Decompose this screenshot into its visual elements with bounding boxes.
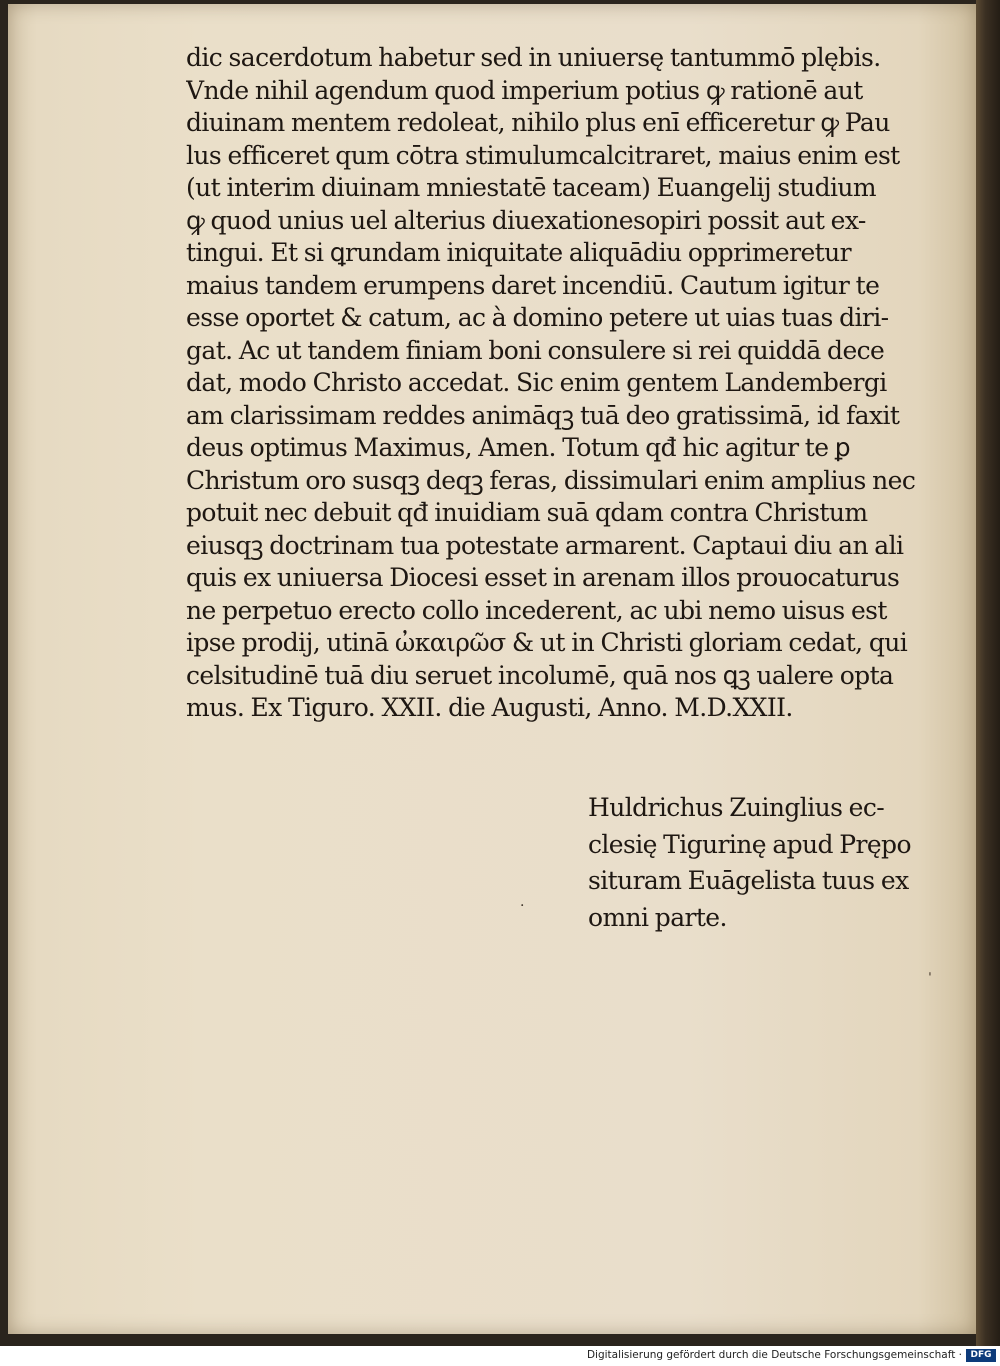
footer-bar	[0, 1346, 1000, 1366]
text-line: diuinam mentem redoleat, nihilo plus enī efficeretur ꝙ Pau	[186, 108, 890, 137]
text-line: ne perpetuo erecto collo incederent, ac ubi nemo uisus est	[186, 595, 887, 625]
text-line: potuit nec debuit qđ inuidiam suā qdam contra Christum	[186, 498, 868, 527]
text-line: am clarissimam reddes animāqꝫ tuā deo gratissimā, id faxit	[186, 400, 900, 430]
signature-line: clesię Tigurinę apud Prępo	[588, 829, 911, 859]
text-line: tingui. Et si ꝗrundam iniquitate aliquādiu opprimeretur	[186, 238, 851, 267]
page-edge-shadow	[976, 0, 1000, 1346]
text-line: mus. Ex Tiguro. XXII. die Augusti, Anno. M.D.XXII.	[186, 693, 793, 722]
ink-speck: ·	[520, 898, 525, 914]
text-line: dat, modo Christo accedat. Sic enim gentem Landembergi	[186, 368, 887, 397]
text-line: celsitudinē tuā diu seruet incolumē, quā nos ꝗꝫ ualere opta	[186, 660, 894, 690]
text-line: Vnde nihil agendum quod imperium potius ꝙ rationē aut	[186, 75, 863, 105]
text-line: deus optimus Maximus, Amen. Totum qđ hic agitur te ꝑ	[186, 433, 851, 462]
text-line: eiusqꝫ doctrinam tua potestate armarent. Captaui diu an ali	[186, 530, 904, 560]
funding-credit: Digitalisierung gefördert durch die Deutsche Forschungsgemeinschaft ·	[586, 1349, 962, 1361]
text-line: Christum oro susqꝫ deqꝫ feras, dissimulari enim amplius nec	[186, 465, 916, 495]
letter-body	[186, 42, 936, 725]
dfg-logo: DFG	[966, 1349, 996, 1362]
signature-line: Huldrichus Zuinglius ec-	[588, 793, 885, 822]
text-line: dic sacerdotum habetur sed in uniuersę tantummō plębis.	[186, 43, 881, 72]
text-line: (ut interim diuinam mniestatē taceam) Euangelij studium	[186, 173, 876, 202]
ink-speck: ˌ	[928, 962, 932, 978]
signature-line: omni parte.	[588, 902, 727, 932]
text-line: esse oportet & catum, ac à domino petere ut uias tuas diri-	[186, 303, 889, 332]
signature-line: situram Euāgelista tuus ex	[588, 866, 909, 895]
text-line: gat. Ac ut tandem finiam boni consulere si rei quiddā dece	[186, 335, 885, 365]
text-line: quis ex uniuersa Diocesi esset in arenam illos prouocaturus	[186, 563, 900, 592]
text-line: lus efficeret qum cōtra stimulumcalcitraret, maius enim est	[186, 140, 900, 170]
text-line: maius tandem erumpens daret incendiū. Cautum igitur te	[186, 270, 880, 300]
text-line: ꝙ quod unius uel alterius diuexationesopiri possit aut ex-	[186, 205, 866, 235]
text-line: ipse prodij, utinā ὠκαιρῶσ & ut in Christi gloriam cedat, qui	[186, 628, 908, 657]
signature-block	[588, 790, 938, 936]
